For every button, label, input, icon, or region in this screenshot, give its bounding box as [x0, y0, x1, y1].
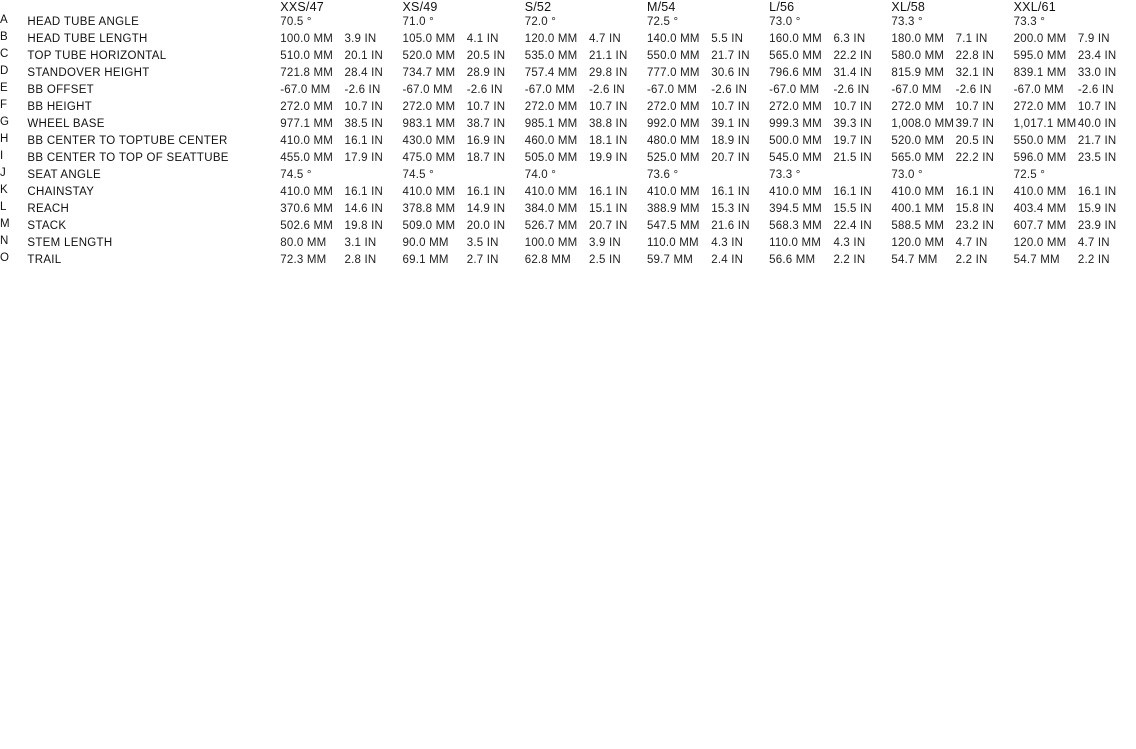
column-header-size-5: XL/58	[891, 0, 926, 14]
cell-imperial: 3.9 IN	[588, 237, 621, 249]
cell-metric: 100.0 MM	[524, 237, 578, 249]
table-body	[0, 14, 1136, 269]
row-letter: C	[0, 48, 9, 60]
cell-imperial: 16.1 IN	[588, 186, 628, 198]
cell-metric: 992.0 MM	[646, 118, 700, 130]
cell-imperial: 10.7 IN	[344, 101, 384, 113]
cell-metric: 62.8 MM	[524, 254, 571, 266]
cell-imperial: 15.8 IN	[955, 203, 995, 215]
cell-metric: 550.0 MM	[1013, 135, 1067, 147]
cell-imperial	[467, 167, 525, 184]
cell-metric: 1,017.1 MM	[1013, 118, 1077, 130]
cell-imperial: 38.5 IN	[344, 118, 384, 130]
cell-imperial: 20.7 IN	[711, 152, 750, 164]
cell-metric: 535.0 MM	[524, 50, 578, 62]
column-header-size-3: M/54	[646, 0, 676, 14]
cell-imperial: 15.5 IN	[833, 203, 872, 215]
cell-metric: 388.9 MM	[646, 203, 700, 215]
cell-metric: 721.8 MM	[280, 67, 334, 79]
cell-metric: -67.0 MM	[524, 84, 575, 96]
row-label: STANDOVER HEIGHT	[27, 67, 150, 79]
cell-imperial: 6.3 IN	[833, 33, 866, 45]
cell-imperial: 10.7 IN	[955, 101, 995, 113]
cell-imperial: 16.1 IN	[344, 186, 384, 198]
cell-metric: 983.1 MM	[402, 118, 456, 130]
cell-imperial: 28.4 IN	[344, 67, 384, 79]
cell-metric: 526.7 MM	[524, 220, 578, 232]
cell-imperial: -2.6 IN	[466, 84, 503, 96]
cell-imperial: 16.9 IN	[466, 135, 506, 147]
cell-metric: 588.5 MM	[891, 220, 945, 232]
cell-metric: 500.0 MM	[769, 135, 822, 147]
cell-imperial: 21.1 IN	[588, 50, 628, 62]
cell-metric: 160.0 MM	[769, 33, 822, 45]
cell-imperial: 21.7 IN	[1077, 135, 1117, 147]
cell-metric: -67.0 MM	[769, 84, 820, 96]
cell-metric: 734.7 MM	[402, 67, 456, 79]
row-letter: G	[0, 116, 10, 128]
cell-metric: 394.5 MM	[769, 203, 822, 215]
cell-metric: 105.0 MM	[402, 33, 456, 45]
cell-imperial	[589, 14, 647, 31]
cell-metric: 90.0 MM	[402, 237, 449, 249]
cell-imperial: 16.1 IN	[955, 186, 995, 198]
cell-metric: 384.0 MM	[524, 203, 578, 215]
cell-imperial: 21.6 IN	[711, 220, 750, 232]
cell-metric: 410.0 MM	[1013, 186, 1067, 198]
cell-imperial: 22.2 IN	[833, 50, 872, 62]
cell-imperial: 18.7 IN	[466, 152, 506, 164]
table-row	[0, 184, 1136, 201]
table-row	[0, 65, 1136, 82]
cell-metric: 110.0 MM	[646, 237, 699, 249]
cell-metric: 378.8 MM	[402, 203, 456, 215]
cell-imperial: 20.0 IN	[466, 220, 506, 232]
cell-metric: 59.7 MM	[646, 254, 694, 266]
cell-metric: 71.0 °	[402, 16, 434, 28]
cell-metric: 410.0 MM	[524, 186, 578, 198]
cell-imperial: 10.7 IN	[466, 101, 506, 113]
cell-imperial: 4.7 IN	[588, 33, 621, 45]
cell-imperial: 19.9 IN	[588, 152, 628, 164]
cell-metric: 73.0 °	[891, 169, 923, 181]
cell-metric: 140.0 MM	[646, 33, 700, 45]
cell-imperial: 10.7 IN	[1077, 101, 1117, 113]
cell-imperial: 4.7 IN	[955, 237, 988, 249]
cell-metric: 272.0 MM	[769, 101, 822, 113]
row-label: WHEEL BASE	[27, 118, 105, 130]
cell-metric: 73.3 °	[1013, 16, 1046, 28]
table-row	[0, 235, 1136, 252]
cell-metric: 1,008.0 MM	[891, 118, 955, 130]
cell-metric: 54.7 MM	[891, 254, 938, 266]
cell-imperial: 28.9 IN	[466, 67, 506, 79]
cell-imperial: -2.6 IN	[1077, 84, 1114, 96]
cell-imperial: 31.4 IN	[833, 67, 872, 79]
table-row	[0, 150, 1136, 167]
cell-imperial: 3.9 IN	[344, 33, 377, 45]
cell-metric: 580.0 MM	[891, 50, 945, 62]
cell-metric: -67.0 MM	[280, 84, 331, 96]
header-letter-spacer	[0, 0, 27, 14]
row-label: TRAIL	[27, 254, 62, 266]
cell-metric: -67.0 MM	[1013, 84, 1064, 96]
cell-metric: 200.0 MM	[1013, 33, 1067, 45]
cell-metric: 272.0 MM	[891, 101, 945, 113]
cell-imperial: 39.1 IN	[711, 118, 750, 130]
cell-metric: 509.0 MM	[402, 220, 456, 232]
cell-metric: 565.0 MM	[769, 50, 822, 62]
cell-metric: 550.0 MM	[646, 50, 700, 62]
cell-metric: 607.7 MM	[1013, 220, 1067, 232]
cell-metric: 595.0 MM	[1013, 50, 1067, 62]
cell-imperial: 29.8 IN	[588, 67, 628, 79]
cell-metric: 80.0 MM	[280, 237, 327, 249]
cell-imperial	[711, 14, 769, 31]
row-label: SEAT ANGLE	[27, 169, 101, 181]
cell-metric: 999.3 MM	[769, 118, 822, 130]
cell-imperial: -2.6 IN	[344, 84, 381, 96]
cell-metric: 120.0 MM	[524, 33, 578, 45]
row-letter: M	[0, 218, 10, 230]
cell-metric: 839.1 MM	[1013, 67, 1067, 79]
row-letter: H	[0, 133, 9, 145]
row-letter: N	[0, 235, 9, 247]
cell-metric: 110.0 MM	[769, 237, 822, 249]
cell-imperial: -2.6 IN	[833, 84, 870, 96]
cell-imperial: 14.9 IN	[466, 203, 506, 215]
header-measurement-spacer	[27, 0, 280, 14]
cell-imperial: 39.3 IN	[833, 118, 872, 130]
cell-metric: 502.6 MM	[280, 220, 334, 232]
row-letter: J	[0, 167, 6, 179]
cell-imperial: 32.1 IN	[955, 67, 995, 79]
geometry-table	[0, 0, 1136, 269]
cell-imperial: 5.5 IN	[711, 33, 744, 45]
cell-imperial	[1078, 14, 1136, 31]
table-row	[0, 167, 1136, 184]
cell-imperial: 10.7 IN	[711, 101, 750, 113]
table-row	[0, 201, 1136, 218]
cell-metric: 272.0 MM	[1013, 101, 1067, 113]
cell-imperial: 14.6 IN	[344, 203, 384, 215]
cell-imperial: 15.9 IN	[1077, 203, 1117, 215]
cell-imperial: 17.9 IN	[344, 152, 384, 164]
cell-imperial: 23.9 IN	[1077, 220, 1117, 232]
cell-imperial: 38.7 IN	[466, 118, 506, 130]
cell-imperial	[833, 167, 891, 184]
cell-imperial: 21.7 IN	[711, 50, 750, 62]
cell-metric: 73.6 °	[646, 169, 679, 181]
cell-metric: 72.5 °	[646, 16, 679, 28]
cell-metric: 73.3 °	[769, 169, 801, 181]
cell-imperial: 15.1 IN	[588, 203, 628, 215]
cell-imperial: 22.2 IN	[955, 152, 995, 164]
cell-metric: 400.1 MM	[891, 203, 945, 215]
row-label: BB OFFSET	[27, 84, 94, 96]
cell-imperial: 3.1 IN	[344, 237, 377, 249]
cell-imperial: 20.1 IN	[344, 50, 384, 62]
cell-imperial	[956, 14, 1014, 31]
cell-metric: 69.1 MM	[402, 254, 449, 266]
table-header	[0, 0, 1136, 14]
cell-metric: 403.4 MM	[1013, 203, 1067, 215]
row-letter: K	[0, 184, 8, 196]
header-row	[0, 0, 1136, 14]
cell-metric: -67.0 MM	[646, 84, 698, 96]
cell-imperial: 19.8 IN	[344, 220, 384, 232]
cell-imperial	[589, 167, 647, 184]
cell-metric: 272.0 MM	[524, 101, 578, 113]
cell-imperial	[467, 14, 525, 31]
cell-metric: 410.0 MM	[280, 186, 334, 198]
cell-imperial: 20.5 IN	[466, 50, 506, 62]
cell-metric: 73.0 °	[769, 16, 801, 28]
cell-imperial: 2.4 IN	[711, 254, 744, 266]
cell-imperial: 2.2 IN	[955, 254, 988, 266]
column-header-size-1: XS/49	[402, 0, 438, 14]
table-row	[0, 99, 1136, 116]
cell-metric: 100.0 MM	[280, 33, 334, 45]
cell-metric: 74.5 °	[280, 169, 312, 181]
cell-imperial: -2.6 IN	[711, 84, 748, 96]
cell-metric: 410.0 MM	[402, 186, 456, 198]
cell-metric: 272.0 MM	[280, 101, 334, 113]
cell-imperial: 4.3 IN	[711, 237, 744, 249]
cell-imperial: 20.5 IN	[955, 135, 995, 147]
row-label: STACK	[27, 220, 67, 232]
cell-imperial	[956, 167, 1014, 184]
cell-imperial: 38.8 IN	[588, 118, 628, 130]
cell-metric: 120.0 MM	[891, 237, 945, 249]
cell-metric: 505.0 MM	[524, 152, 578, 164]
cell-metric: 547.5 MM	[646, 220, 700, 232]
cell-imperial: 4.1 IN	[466, 33, 499, 45]
cell-metric: 73.3 °	[891, 16, 923, 28]
row-label: BB CENTER TO TOP OF SEATTUBE	[27, 152, 229, 164]
table-row	[0, 82, 1136, 99]
cell-metric: 72.3 MM	[280, 254, 327, 266]
cell-imperial: 30.6 IN	[711, 67, 750, 79]
row-label: CHAINSTAY	[27, 186, 95, 198]
cell-metric: 568.3 MM	[769, 220, 822, 232]
cell-metric: 272.0 MM	[402, 101, 456, 113]
table-row	[0, 14, 1136, 31]
cell-imperial	[345, 167, 403, 184]
cell-imperial	[1078, 167, 1136, 184]
cell-imperial: 7.9 IN	[1077, 33, 1110, 45]
cell-imperial: 4.7 IN	[1077, 237, 1110, 249]
cell-metric: 545.0 MM	[769, 152, 822, 164]
row-letter: B	[0, 31, 8, 43]
cell-metric: 70.5 °	[280, 16, 312, 28]
cell-imperial	[711, 167, 769, 184]
cell-metric: 370.6 MM	[280, 203, 334, 215]
cell-metric: 520.0 MM	[891, 135, 945, 147]
cell-metric: 985.1 MM	[524, 118, 578, 130]
cell-metric: -67.0 MM	[891, 84, 942, 96]
cell-metric: 410.0 MM	[646, 186, 700, 198]
cell-metric: 460.0 MM	[524, 135, 578, 147]
cell-metric: 410.0 MM	[280, 135, 334, 147]
cell-metric: 410.0 MM	[769, 186, 822, 198]
cell-metric: 56.6 MM	[769, 254, 816, 266]
cell-imperial: 40.0 IN	[1077, 118, 1117, 130]
cell-imperial: 16.1 IN	[344, 135, 384, 147]
cell-metric: 455.0 MM	[280, 152, 334, 164]
cell-metric: 475.0 MM	[402, 152, 456, 164]
cell-metric: 480.0 MM	[646, 135, 700, 147]
cell-imperial: 22.4 IN	[833, 220, 872, 232]
row-letter: O	[0, 252, 10, 264]
cell-metric: 520.0 MM	[402, 50, 456, 62]
cell-imperial: 18.1 IN	[588, 135, 628, 147]
cell-metric: 757.4 MM	[524, 67, 578, 79]
cell-imperial: 23.4 IN	[1077, 50, 1117, 62]
table-row	[0, 133, 1136, 150]
cell-imperial: 16.1 IN	[711, 186, 750, 198]
row-letter: F	[0, 99, 8, 111]
cell-imperial: 23.2 IN	[955, 220, 995, 232]
cell-imperial: 2.2 IN	[1077, 254, 1110, 266]
cell-imperial: 3.5 IN	[466, 237, 499, 249]
table-row	[0, 31, 1136, 48]
cell-imperial: 33.0 IN	[1077, 67, 1117, 79]
cell-imperial: 21.5 IN	[833, 152, 872, 164]
row-label: BB CENTER TO TOPTUBE CENTER	[27, 135, 228, 147]
table-row	[0, 48, 1136, 65]
cell-imperial: 19.7 IN	[833, 135, 872, 147]
cell-metric: 815.9 MM	[891, 67, 945, 79]
cell-imperial: 39.7 IN	[955, 118, 995, 130]
row-label: HEAD TUBE LENGTH	[27, 33, 148, 45]
row-letter: L	[0, 201, 7, 213]
cell-metric: 72.5 °	[1013, 169, 1046, 181]
cell-metric: 525.0 MM	[646, 152, 700, 164]
row-label: STEM LENGTH	[27, 237, 113, 249]
cell-imperial: 22.8 IN	[955, 50, 995, 62]
cell-imperial: 2.2 IN	[833, 254, 866, 266]
cell-imperial: 20.7 IN	[588, 220, 628, 232]
cell-metric: 430.0 MM	[402, 135, 456, 147]
cell-imperial: 23.5 IN	[1077, 152, 1117, 164]
cell-imperial: -2.6 IN	[955, 84, 992, 96]
row-label: HEAD TUBE ANGLE	[27, 16, 140, 28]
row-label: TOP TUBE HORIZONTAL	[27, 50, 167, 62]
cell-imperial: 16.1 IN	[1077, 186, 1117, 198]
cell-imperial: 18.9 IN	[711, 135, 750, 147]
table-row	[0, 218, 1136, 235]
cell-metric: 977.1 MM	[280, 118, 334, 130]
cell-imperial: 7.1 IN	[955, 33, 988, 45]
cell-metric: 777.0 MM	[646, 67, 700, 79]
column-header-size-4: L/56	[769, 0, 795, 14]
cell-metric: 410.0 MM	[891, 186, 945, 198]
cell-metric: 565.0 MM	[891, 152, 945, 164]
cell-metric: 74.0 °	[524, 169, 557, 181]
cell-imperial: 2.7 IN	[466, 254, 499, 266]
cell-imperial: 10.7 IN	[833, 101, 872, 113]
cell-metric: 510.0 MM	[280, 50, 334, 62]
row-label: BB HEIGHT	[27, 101, 93, 113]
column-header-size-0: XXS/47	[280, 0, 324, 14]
column-header-size-6: XXL/61	[1013, 0, 1056, 14]
cell-metric: 180.0 MM	[891, 33, 945, 45]
cell-imperial: 2.5 IN	[588, 254, 621, 266]
cell-metric: 74.5 °	[402, 169, 434, 181]
table-row	[0, 116, 1136, 133]
row-letter: A	[0, 14, 8, 26]
cell-metric: 596.0 MM	[1013, 152, 1067, 164]
cell-imperial	[345, 14, 403, 31]
cell-metric: 72.0 °	[524, 16, 557, 28]
cell-metric: 272.0 MM	[646, 101, 700, 113]
cell-imperial: 15.3 IN	[711, 203, 750, 215]
row-letter: E	[0, 82, 8, 94]
table-row	[0, 252, 1136, 269]
cell-imperial: -2.6 IN	[588, 84, 625, 96]
cell-imperial: 4.3 IN	[833, 237, 866, 249]
cell-imperial: 2.8 IN	[344, 254, 377, 266]
cell-imperial: 10.7 IN	[588, 101, 628, 113]
cell-metric: 120.0 MM	[1013, 237, 1067, 249]
cell-imperial: 16.1 IN	[466, 186, 506, 198]
row-letter: D	[0, 65, 9, 77]
cell-metric: 54.7 MM	[1013, 254, 1060, 266]
cell-imperial	[833, 14, 891, 31]
row-label: REACH	[27, 203, 70, 215]
cell-imperial: 16.1 IN	[833, 186, 872, 198]
cell-metric: 796.6 MM	[769, 67, 822, 79]
cell-metric: -67.0 MM	[402, 84, 453, 96]
row-letter: I	[0, 150, 4, 162]
column-header-size-2: S/52	[524, 0, 552, 14]
